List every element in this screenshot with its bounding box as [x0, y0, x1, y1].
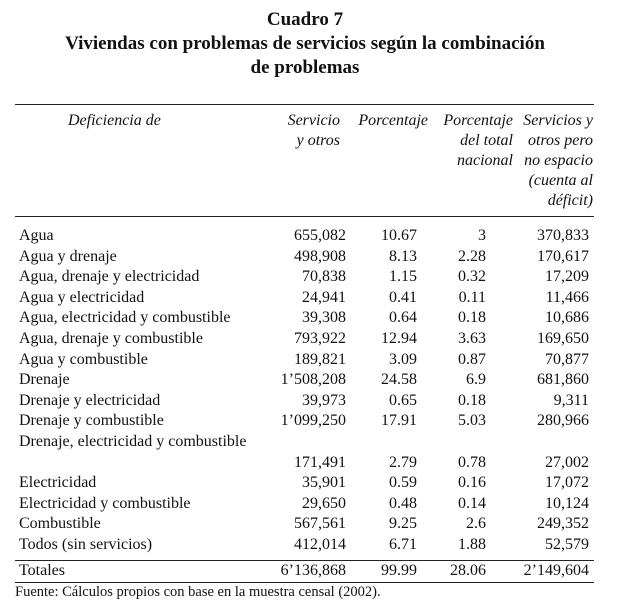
table-row [0, 267, 620, 288]
cell-servicio: 70,838 [302, 268, 346, 286]
table-row [0, 535, 620, 556]
cell-no-espacio: 17,072 [545, 474, 589, 492]
cell-pct-nacional: 6.9 [466, 371, 486, 389]
header-servicios-no-espacio [514, 111, 593, 211]
table-row [0, 494, 620, 515]
table-number: Cuadro 7 [266, 9, 344, 30]
header-line: y otros [296, 132, 340, 149]
cell-pct-nacional: 0.32 [458, 268, 486, 286]
table-row [0, 370, 620, 391]
table-body [0, 226, 620, 556]
totals-label: Totales [19, 562, 65, 579]
header-servicio-y-otros [270, 111, 340, 151]
cell-servicio: 1’508,208 [280, 371, 346, 389]
header-line: otros pero [527, 132, 593, 149]
row-label: Combustible [19, 515, 101, 533]
cell-no-espacio: 370,833 [537, 227, 589, 244]
cell-no-espacio: 17,209 [545, 268, 589, 286]
cell-servicio: 171,491 [294, 453, 346, 471]
cell-no-espacio: 10,686 [545, 309, 589, 327]
row-label: Agua, electricidad y combustible [19, 309, 231, 327]
cell-porcentaje: 8.13 [389, 247, 417, 265]
cell-servicio: 1’099,250 [280, 412, 346, 430]
row-label: Electricidad [19, 474, 97, 492]
header-line: nacional [457, 152, 513, 169]
table-row [0, 247, 620, 268]
cell-porcentaje: 6.71 [389, 535, 417, 553]
source-note: Fuente: Cálculos propios con base en la muestra censal (2002). [15, 584, 381, 600]
row-label: Electricidad y combustible [19, 494, 191, 512]
header-line: déficit) [547, 192, 593, 209]
cell-servicio: 39,973 [302, 391, 346, 409]
header-rule [15, 216, 594, 217]
cell-no-espacio: 70,877 [545, 350, 589, 368]
table-row [0, 432, 620, 473]
cell-pct-nacional: 1.88 [458, 535, 486, 553]
table-row [0, 411, 620, 432]
cell-servicio: 189,821 [294, 350, 346, 368]
row-label: Drenaje [19, 371, 70, 389]
cell-porcentaje: 0.64 [389, 309, 417, 327]
table-caption-line-1: Viviendas con problemas de servicios según la combinación [65, 33, 545, 54]
totals-row [0, 561, 620, 582]
cell-pct-nacional: 0.78 [458, 453, 486, 471]
cell-no-espacio: 27,002 [545, 453, 589, 471]
cell-porcentaje: 0.59 [389, 474, 417, 492]
cell-porcentaje: 10.67 [381, 227, 417, 244]
cell-porcentaje: 0.41 [389, 288, 417, 306]
row-label: Agua y combustible [19, 350, 148, 368]
cell-servicio: 498,908 [294, 247, 346, 265]
header-line: Porcentaje [358, 112, 428, 129]
cell-porcentaje: 12.94 [381, 329, 417, 347]
top-rule [15, 104, 594, 105]
row-label: Agua y drenaje [19, 247, 117, 265]
header-line: Servicio [287, 112, 340, 129]
cell-porcentaje: 0.65 [389, 391, 417, 409]
cell-servicio: 24,941 [302, 288, 346, 306]
cell-pct-nacional: 5.03 [458, 412, 486, 430]
cell-pct-nacional: 0.11 [458, 288, 486, 306]
cell-no-espacio: 52,579 [545, 535, 589, 553]
cell-servicio: 35,901 [302, 474, 346, 492]
table-row [0, 308, 620, 329]
cell-no-espacio: 169,650 [537, 329, 589, 347]
cell-no-espacio: 10,124 [545, 494, 589, 512]
cell-pct-nacional: 0.14 [458, 494, 486, 512]
table-caption-line-2: de problemas [250, 57, 360, 78]
row-label: Agua y electricidad [19, 288, 145, 306]
header-line: Porcentaje [443, 112, 513, 129]
cell-pct-nacional: 3 [478, 227, 486, 244]
cell-servicio: 567,561 [294, 515, 346, 533]
cell-no-espacio: 11,466 [545, 288, 589, 306]
row-label: Drenaje y electricidad [19, 391, 161, 409]
row-label: Agua, drenaje y combustible [19, 329, 203, 347]
cell-porcentaje: 3.09 [389, 350, 417, 368]
table-row [0, 350, 620, 371]
table-row [0, 226, 620, 247]
table-row [0, 391, 620, 412]
cell-pct-nacional: 2.28 [458, 247, 486, 265]
row-label: Drenaje, electricidad y combustible [19, 432, 247, 450]
cell-porcentaje: 9.25 [389, 515, 417, 533]
header-line: Deficiencia de [68, 112, 161, 129]
cell-porcentaje: 24.58 [381, 371, 417, 389]
table-row [0, 473, 620, 494]
header-porcentaje-nacional [434, 111, 513, 171]
header-deficiencia [68, 111, 161, 131]
table-row [0, 288, 620, 309]
cell-no-espacio: 280,966 [537, 412, 589, 430]
totals-no-espacio: 2’149,604 [523, 562, 589, 579]
row-label: Agua, drenaje y electricidad [19, 268, 200, 286]
cell-pct-nacional: 2.6 [466, 515, 486, 533]
cell-servicio: 655,082 [294, 227, 346, 244]
totals-pct-nacional: 28.06 [450, 562, 486, 579]
header-line: no espacio [524, 152, 593, 169]
cell-porcentaje: 1.15 [389, 268, 417, 286]
header-porcentaje [352, 111, 428, 131]
cell-servicio: 29,650 [302, 494, 346, 512]
cell-pct-nacional: 0.18 [458, 391, 486, 409]
cell-no-espacio: 681,860 [537, 371, 589, 389]
table-title [0, 8, 610, 80]
cell-no-espacio: 249,352 [537, 515, 589, 533]
cell-servicio: 412,014 [294, 535, 346, 553]
header-line: del total [460, 132, 513, 149]
totals-porcentaje: 99.99 [381, 562, 417, 579]
cell-no-espacio: 9,311 [553, 391, 589, 409]
cell-porcentaje: 0.48 [389, 494, 417, 512]
row-label: Drenaje y combustible [19, 412, 164, 430]
row-label: Todos (sin servicios) [19, 535, 153, 553]
totals-servicio: 6’136,868 [280, 562, 346, 579]
cell-no-espacio: 170,617 [537, 247, 589, 265]
table-row [0, 514, 620, 535]
cell-porcentaje: 17.91 [381, 412, 417, 430]
cell-porcentaje: 2.79 [389, 453, 417, 471]
cell-pct-nacional: 3.63 [458, 329, 486, 347]
header-line: (cuenta al [528, 172, 593, 189]
row-label: Agua [19, 227, 54, 244]
cell-servicio: 793,922 [294, 329, 346, 347]
cell-servicio: 39,308 [302, 309, 346, 327]
cell-pct-nacional: 0.18 [458, 309, 486, 327]
cell-pct-nacional: 0.87 [458, 350, 486, 368]
table-row [0, 329, 620, 350]
header-line: Servicios y [523, 112, 593, 129]
cell-pct-nacional: 0.16 [458, 474, 486, 492]
